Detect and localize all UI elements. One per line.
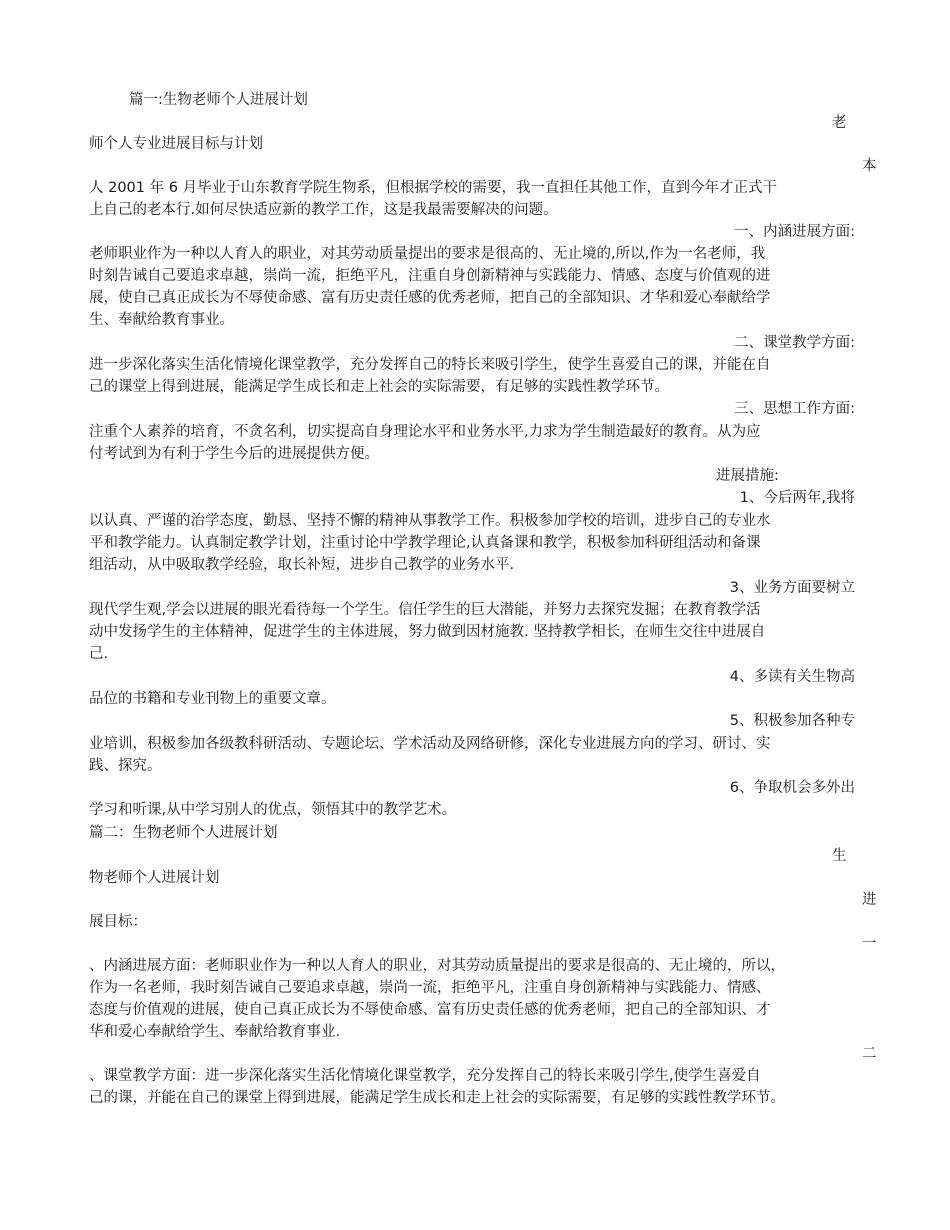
text-line: 二 xyxy=(862,1046,877,1062)
text-line: 己的课堂上得到进展，能满足学生成长和走上社会的实际需要，有足够的实践性教学环节。 xyxy=(89,379,669,395)
text-line: 品位的书籍和专业刊物上的重要文章。 xyxy=(89,691,336,707)
text-line: 付考试到为有利于学生今后的进展提供方便。 xyxy=(89,446,379,462)
text-line: 5、积极参加各种专 xyxy=(729,713,855,729)
text-line: 物老师个人进展计划 xyxy=(89,870,220,886)
text-line: 生、奉献给教育事业。 xyxy=(89,312,234,328)
text-line: 组活动，从中吸取教学经验，取长补短，进步自己教学的业务水平. xyxy=(89,557,515,573)
text-line: 己的课，并能在自己的课堂上得到进展，能满足学生成长和走上社会的实际需要，有足够的实践性教学环节。 xyxy=(89,1090,785,1106)
text-line: 老师职业作为一种以人育人的职业，对其劳动质量提出的要求是很高的、无止境的,所以,作为一名老师，我 xyxy=(89,246,766,262)
text-line: 以认真、严谨的治学态度，勤恳、坚持不懈的精神从事教学工作。积极参加学校的培训，进步自己的专业水 xyxy=(89,513,771,529)
text-line: 本 xyxy=(862,158,877,174)
subheading: 进展措施: xyxy=(716,468,779,484)
text-line: 上自己的老本行.如何尽快适应新的教学工作，这是我最需要解决的问题。 xyxy=(89,202,558,218)
text-line: 现代学生观,学会以进展的眼光看待每一个学生。信任学生的巨大潜能，并努力去探究发掘；在教育教学活 xyxy=(89,602,761,618)
text-line: 己. xyxy=(89,646,109,662)
text-line: 进 xyxy=(862,892,877,908)
text-line: 动中发扬学生的主体精神，促进学生的主体进展，努力做到因材施教. 坚持教学相长，在师生交往中进展自 xyxy=(89,624,766,640)
text-line: 老 xyxy=(832,115,847,131)
text-line: 、内涵进展方面：老师职业作为一种以人育人的职业，对其劳动质量提出的要求是很高的、无止境的，所以， xyxy=(89,958,785,974)
text-line: 师个人专业进展目标与计划 xyxy=(89,136,263,152)
text-line: 平和教学能力。认真制定教学计划，注重讨论中学教学理论,认真备课和教学，积极参加科研组活动和备课 xyxy=(89,535,761,551)
text-line: 态度与价值观的进展，使自己真正成长为不辱使命感、富有历史责任感的优秀老师，把自己的全部知识、才 xyxy=(89,1002,771,1018)
text-line: 注重个人素养的培育，不贪名利，切实提高自身理论水平和业务水平,力求为学生制造最好的教育。从为应 xyxy=(89,424,761,440)
text-line: 进一步深化落实生活化情境化课堂教学，充分发挥自己的特长来吸引学生，使学生喜爱自己的课，并能在自 xyxy=(89,357,771,373)
text-line: 展，使自己真正成长为不辱使命感、富有历史责任感的优秀老师，把自己的全部知识、才华和爱心奉献给学 xyxy=(89,290,771,306)
text-line: 6、争取机会多外出 xyxy=(729,780,855,796)
text-line: 生 xyxy=(832,848,847,864)
text-line: 3、业务方面要树立 xyxy=(729,580,855,596)
text-line: 人 2001 年 6 月毕业于山东教育学院生物系，但根据学校的需要，我一直担任其他工作，直到今年才正式干 xyxy=(89,180,778,196)
subheading: 一、内涵进展方面: xyxy=(734,224,855,240)
text-line: 时刻告诫自己要追求卓越，崇尚一流，拒绝平凡，注重自身创新精神与实践能力、情感、态度与价值观的进 xyxy=(89,268,771,284)
text-line: 1、今后两年,我将 xyxy=(739,490,855,506)
text-line: 4、多读有关生物高 xyxy=(729,669,855,685)
section-heading-2: 篇二：生物老师个人进展计划 xyxy=(89,825,278,841)
subheading: 二、课堂教学方面: xyxy=(734,335,855,351)
text-line: 华和爱心奉献给学生、奉献给教育事业. xyxy=(89,1024,341,1040)
text-line: 践、探究。 xyxy=(89,758,162,774)
subheading: 三、思想工作方面: xyxy=(734,401,855,417)
text-line: 、课堂教学方面：进一步深化落实生活化情境化课堂教学，充分发挥自己的特长来吸引学生,使学生喜爱自 xyxy=(89,1068,761,1084)
section-heading-1: 篇一:生物老师个人进展计划 xyxy=(129,92,308,108)
text-line: 学习和听课,从中学习别人的优点，领悟其中的教学艺术。 xyxy=(89,802,457,818)
text-line: 展目标： xyxy=(89,914,147,930)
text-line: 业培训，积极参加各级教科研活动、专题论坛、学术活动及网络研修，深化专业进展方向的学习、研讨、实 xyxy=(89,736,771,752)
text-line: 一 xyxy=(862,936,877,952)
text-line: 作为一名老师，我时刻告诫自己要追求卓越，崇尚一流，拒绝平凡，注重自身创新精神与实践能力、情感、 xyxy=(89,980,771,996)
